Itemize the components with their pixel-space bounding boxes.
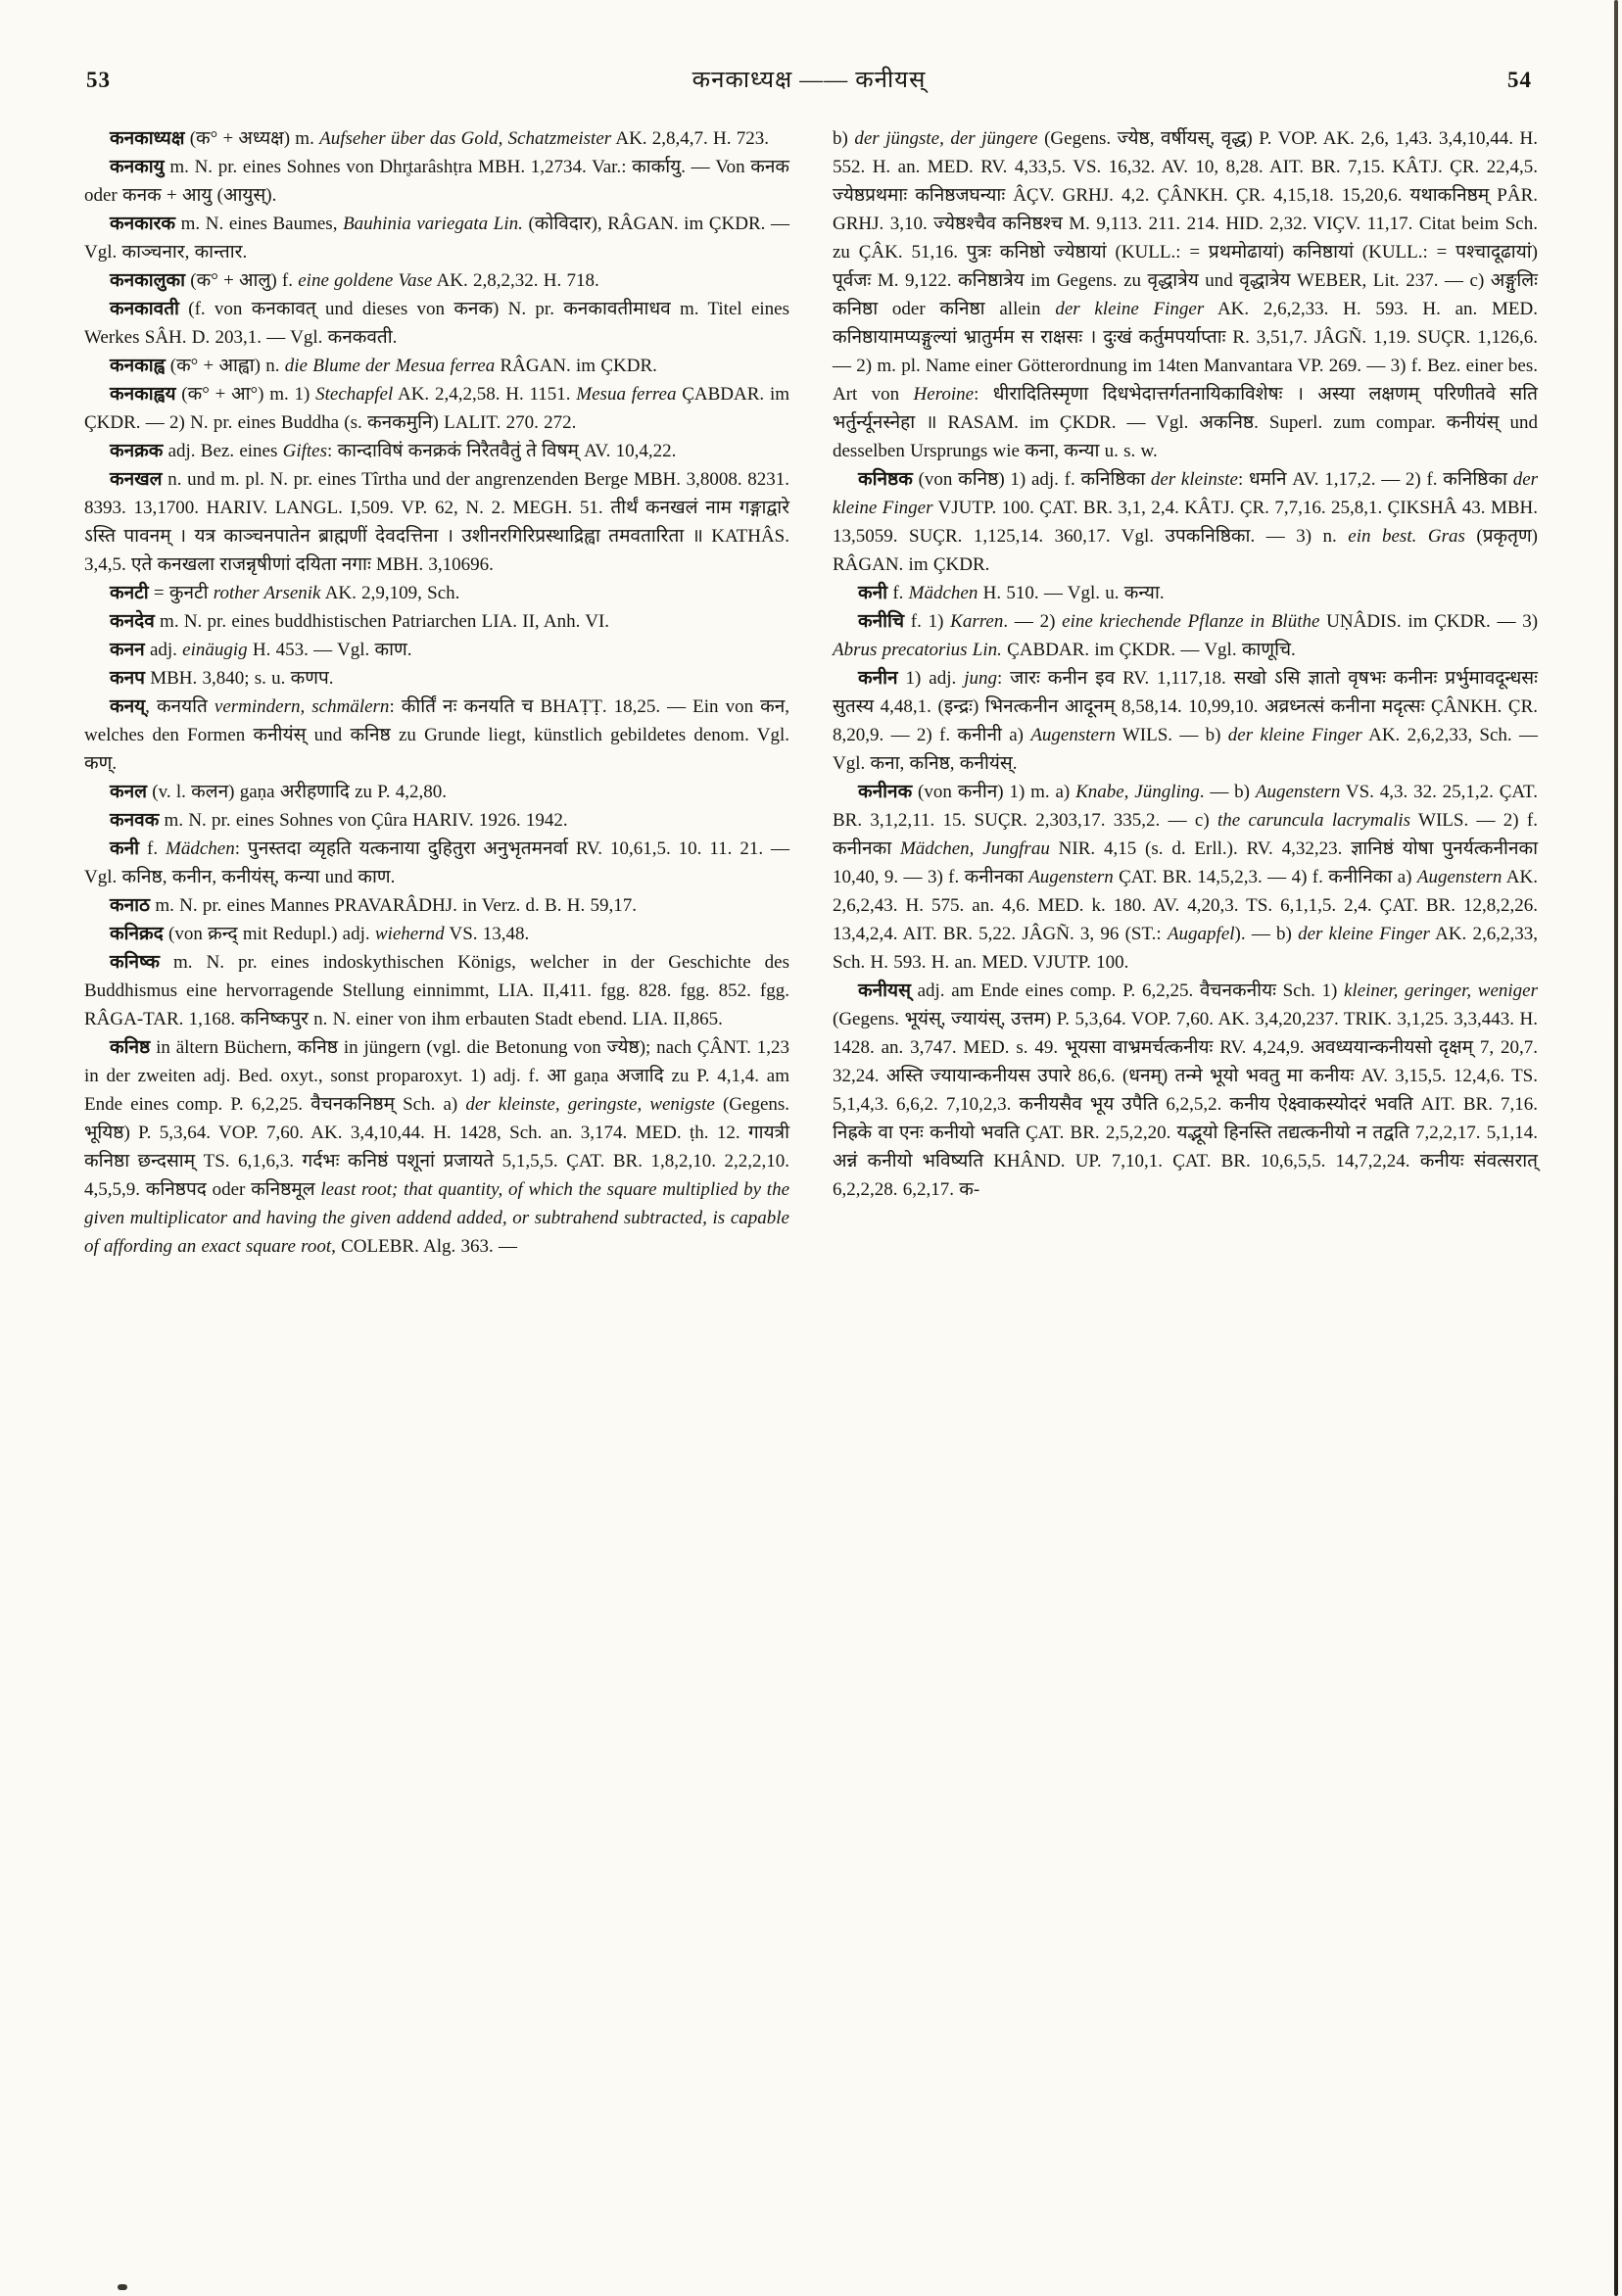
left-column: [84, 124, 789, 1261]
gloss-italic: Giftes: [282, 441, 328, 461]
dictionary-entry: कनाठ m. N. pr. eines Mannes PRAVARÂDHJ. in Verz. d. B. H. 59,17.: [110, 895, 637, 916]
entry-headword: कनिष्ठक: [858, 469, 913, 490]
entry-headword: कनकावती: [110, 299, 179, 319]
gloss-italic: der kleine Finger: [833, 469, 1539, 518]
gloss-italic: least root; that quantity, of which the square multiplied by the given multiplicator and having the given addend added, or subtrahend subtracted, is capable of affording an exact square root,: [84, 1179, 790, 1257]
entry-headword: कनकालुका: [110, 270, 186, 291]
gloss-italic: eine kriechende Pflanze in Blüthe: [1062, 611, 1320, 632]
entry-headword: कनदेव: [110, 611, 155, 632]
gloss-italic: eine goldene Vase: [298, 270, 433, 291]
dictionary-entry: कनवक m. N. pr. eines Sohnes von Çûra HARIV. 1926. 1942.: [110, 810, 568, 831]
gloss-italic: the caruncula lacrymalis: [1216, 810, 1411, 831]
gloss-italic: Knabe, Jüngling: [1075, 782, 1200, 802]
dictionary-entry: कनय्, कनयति vermindern, schmälern: कीर्तिं नः कनयति च BHAṬṬ. 18,25. — Ein von कन, welches den Formen कनीयंस् und कनिष्ठ zu Grunde liegt, künstlich gebildetes denom. Vgl. कण्.: [84, 696, 789, 774]
gloss-italic: ein best. Gras: [1348, 526, 1465, 547]
dictionary-entry: कनकायु m. N. pr. eines Sohnes von Dhr̥tarâshṭra MBH. 1,2734. Var.: कार्कायु. — Von कनक oder कनक + आयु (आयुस्).: [84, 157, 789, 206]
gloss-italic: Bauhinia variegata Lin.: [343, 214, 523, 234]
entry-headword: कनीन: [858, 668, 898, 689]
gloss-italic: Abrus precatorius Lin.: [833, 640, 1002, 660]
gloss-italic: der jüngste, der jüngere: [854, 128, 1038, 149]
gloss-italic: Augenstern: [1255, 782, 1341, 802]
entry-headword: कनकाध्यक्ष: [110, 128, 185, 149]
entry-headword: कनय्: [110, 696, 146, 717]
dictionary-entry: कनी f. Mädchen: पुनस्तदा व्यृहति यत्कनाया दुहितुरा अनुभृतमनर्वा RV. 10,61,5. 10. 11. 21. — Vgl. कनिष्ठ, कनीन, कनीयंस्, कन्या und काण.: [84, 838, 789, 887]
gloss-italic: der kleinste, geringste, wenigste: [465, 1094, 715, 1115]
gloss-italic: Stechapfel: [315, 384, 394, 405]
entry-headword: कनीचि: [858, 611, 905, 632]
gloss-italic: Augenstern: [1030, 725, 1116, 745]
dictionary-entry: कनकालुका (क° + आलु) f. eine goldene Vase AK. 2,8,2,32. H. 718.: [110, 270, 599, 291]
running-title: कनकाध्यक्ष —— कनीयस्: [692, 68, 927, 93]
gloss-italic: der kleine Finger: [1055, 299, 1205, 319]
dictionary-entry: कनिष्ठक (von कनिष्ठ) 1) adj. f. कनिष्ठिका der kleinste: धमनि AV. 1,17,2. — 2) f. कनिष्ठिका der kleine Finger VJUTP. 100. ÇAT. BR. 3,1, 2,4. KÂTJ. ÇR. 7,7,16. 25,8,1. ÇIKSHÂ 43. MBH. 13,5059. SUÇR. 1,125,14. 360,17. Vgl. उपकनिष्ठिका. — 3) n. ein best. Gras (प्रकृतृण) RÂGAN. im ÇKDR.: [833, 469, 1539, 575]
gloss-italic: der kleinste: [1150, 469, 1238, 490]
gloss-italic: Heroine: [913, 384, 975, 405]
entry-headword: कनटी: [110, 583, 149, 603]
entry-headword: कनीनक: [858, 782, 913, 802]
dictionary-entry: कनदेव m. N. pr. eines buddhistischen Patriarchen LIA. II, Anh. VI.: [110, 611, 610, 632]
gloss-italic: Aufseher über das Gold, Schatzmeister: [319, 128, 612, 149]
entry-headword: कनन: [110, 640, 145, 660]
page-number-left: 53: [86, 68, 111, 92]
dictionary-entry: कनिष्क m. N. pr. eines indoskythischen Königs, welcher in der Geschichte des Buddhismus eine hervorragende Stellung einnimmt, LIA. II,411. fgg. 828. fgg. 852. fgg. RÂGA-TAR. 1,168. कनिष्कपुर n. N. einer von ihm erbauten Stadt ebend. LIA. II,865.: [84, 952, 789, 1029]
entry-headword: कनकारक: [110, 214, 176, 234]
dictionary-entry: कनकारक m. N. eines Baumes, Bauhinia variegata Lin. (कोविदार), RÂGAN. im ÇKDR. — Vgl. काञ्चनार, कान्तार.: [84, 214, 789, 263]
entry-headword: कनकाह्वय: [110, 384, 176, 405]
scan-spot-artifact: [118, 2284, 127, 2290]
gloss-italic: Karren: [950, 611, 1004, 632]
entry-headword: कनाठ: [110, 895, 151, 916]
dictionary-entry: कनकाह्व (क° + आह्वा) n. die Blume der Mesua ferrea RÂGAN. im ÇKDR.: [110, 356, 657, 376]
gloss-italic: Mädchen: [908, 583, 978, 603]
gloss-italic: Augenstern: [1416, 867, 1503, 887]
gloss-italic: der kleine Finger: [1227, 725, 1362, 745]
dictionary-entry: b) der jüngste, der jüngere (Gegens. ज्येष्ठ, वर्षीयस्, वृद्ध) P. VOP. AK. 2,6, 1,43. 3,4,10,44. H. 552. H. an. MED. RV. 4,33,5. VS. 16,32. AV. 10, 8,28. AIT. BR. 7,15. KÂTJ. ÇR. 22,4,5. ज्येष्ठप्रथमाः कनिष्ठजघन्याः ÂÇV. GRHJ. 4,2. ÇÂNKH. ÇR. 4,15,18. 15,20,6. यथाकनिष्ठम् PÂR. GRHJ. 3,10. ज्येष्ठश्चैव कनिष्ठश्च M. 9,113. 211. 214. HID. 2,32. VIÇV. 11,17. Citat beim Sch. zu ÇÂK. 51,16. पुत्रः कनिष्ठो ज्येष्ठायां (KULL.: = प्रथमोढायां) कनिष्ठायां (KULL.: = पश्चादूढायां) पूर्वजः M. 9,122. कनिष्ठात्रेय im Gegens. zu वृद्धात्रेय und वृद्धात्रेय WEBER, Lit. 237. — c) अङ्गुलिः कनिष्ठा oder कनिष्ठा allein der kleine Finger AK. 2,6,2,33. H. 593. H. an. MED. कनिष्ठायामप्यङ्गुल्यां भ्रातुर्मम स राक्षसः । दुःखं कर्तुमपर्याप्ताः R. 3,51,7. JÂGÑ. 1,19. SUÇR. 1,126,6. — 2) m. pl. Name einer Götterordnung im 14ten Manvantara VP. 269. — 3) f. Bez. einer bes. Art von Heroine: धीरादितिस्मृणा दिधभेदात्तर्गतनायिकाविशेषः । अस्या लक्षणम् परिणीतवे सति भर्तुर्न्यूनस्नेहा ॥ RASAM. im ÇKDR. — Vgl. अकनिष्ठ. Superl. zum compar. कनीयंस् und desselben Ursprungs wie कना, कन्या u. s. w.: [833, 128, 1539, 461]
gloss-italic: rother Arsenik: [213, 583, 321, 603]
dictionary-entry: कनी f. Mädchen H. 510. — Vgl. u. कन्या.: [858, 583, 1165, 603]
entry-headword: कनी: [858, 583, 888, 603]
page-header: [0, 0, 1622, 95]
right-column: [833, 124, 1538, 1204]
scan-edge-artifact: [1614, 0, 1618, 2296]
entry-headword: कनप: [110, 668, 145, 689]
gloss-italic: jung: [964, 668, 997, 689]
dictionary-entry: कनीन 1) adj. jung: जारः कनीन इव RV. 1,117,18. सखो ऽसि ज्ञातो वृषभः कनीनः प्रर्भुमावदून्धसः सुतस्य 4,48,1. (इन्द्रः) भिनत्कनीन आदूनम् 8,58,14. 10,99,10. अव्रध्नत्सं कनीना मदृत्सः ÇÂNKH. ÇR. 8,20,9. — 2) f. कनीनी a) Augenstern WILS. — b) der kleine Finger AK. 2,6,2,33, Sch. — Vgl. कना, कनिष्ठ, कनीयंस्.: [833, 668, 1538, 774]
gloss-italic: Mädchen: [166, 838, 235, 859]
dictionary-entry: कनिष्ठ in ältern Büchern, कनिष्ठ in jüngern (vgl. die Betonung von ज्येष्ठ); nach ÇÂNT. 1,23 in der zweiten adj. Bed. oxyt., sonst proparoxyt. 1) adj. f. आ gaṇa अजादि zu P. 4,1,4. am Ende eines comp. P. 6,2,25. वैचनकनिष्ठम् Sch. a) der kleinste, geringste, wenigste (Gegens. भूयिष्ठ) P. 5,3,64. VOP. 7,60. AK. 3,4,10,44. H. 1428, Sch. an. 3,174. MED. ṭh. 12. गायत्री कनिष्ठा छन्दसाम् TS. 6,1,6,3. गर्दभः कनिष्ठं पशूनां प्रजायते 5,1,5,5. ÇAT. BR. 1,8,2,10. 2,2,2,10. 4,5,5,9. कनिष्ठपद oder कनिष्ठमूल least root; that quantity, of which the square multiplied by the given multiplicator and having the given addend added, or subtrahend subtracted, is capable of affording an exact square root, COLEBR. Alg. 363. —: [84, 1037, 790, 1257]
entry-headword: कनीयस्: [858, 981, 911, 1001]
dictionary-entry: कनिक्रद (von क्रन्द् mit Redupl.) adj. wiehernd VS. 13,48.: [110, 924, 530, 944]
dictionary-entry: कनटी = कुनटी rother Arsenik AK. 2,9,109, Sch.: [110, 583, 460, 603]
dictionary-entry: कनकाह्वय (क° + आ°) m. 1) Stechapfel AK. 2,4,2,58. H. 1151. Mesua ferrea ÇABDAR. im ÇKDR. — 2) N. pr. eines Buddha (s. कनकमुनि) LALIT. 270. 272.: [84, 384, 790, 433]
text-columns: [0, 95, 1622, 1261]
gloss-italic: Augapfel: [1167, 924, 1235, 944]
gloss-italic: die Blume der Mesua ferrea: [284, 356, 496, 376]
gloss-italic: wiehernd: [374, 924, 445, 944]
dictionary-entry: कनीनक (von कनीन) 1) m. a) Knabe, Jüngling. — b) Augenstern VS. 4,3. 32. 25,1,2. ÇAT. BR. 3,1,2,11. 15. SUÇR. 2,303,17. 335,2. — c) the caruncula lacrymalis WILS. — 2) f. कनीनका Mädchen, Jungfrau NIR. 4,15 (s. d. Erll.). RV. 4,32,23. ज्ञानिष्ठं योषा पुनर्यत्कनीनका 10,40, 9. — 3) f. कनीनका Augenstern ÇAT. BR. 14,5,2,3. — 4) f. कनीनिका a) Augenstern AK. 2,6,2,43. H. 575. an. 4,6. MED. k. 180. AV. 4,20,3. TS. 6,1,1,5. 2,4. ÇAT. BR. 12,8,2,26. 13,4,2,4. AIT. BR. 5,22. JÂGÑ. 3, 96 (ST.: Augapfel). — b) der kleine Finger AK. 2,6,2,33, Sch. H. 593. H. an. MED. VJUTP. 100.: [833, 782, 1539, 973]
entry-headword: कनिष्ठ: [110, 1037, 151, 1058]
dictionary-entry: कनकावती (f. von कनकावत् und dieses von कनक) N. pr. कनकावतीमाधव m. Titel eines Werkes SÂH. D. 203,1. — Vgl. कनकवती.: [84, 299, 789, 348]
gloss-italic: Mädchen, Jungfrau: [899, 838, 1050, 859]
page-number-right: 54: [1506, 68, 1532, 92]
entry-headword: कनिष्क: [110, 952, 160, 973]
dictionary-entry: कनन adj. einäugig H. 453. — Vgl. काण.: [110, 640, 412, 660]
gloss-italic: der kleine Finger: [1298, 924, 1430, 944]
dictionary-entry: कनखल n. und m. pl. N. pr. eines Tîrtha und der angrenzenden Berge MBH. 3,8008. 8231. 8393. 13,1700. HARIV. LANGL. I,509. VP. 62, N. 2. MEGH. 51. तीर्थं कनखलं नाम गङ्गाद्वारे ऽस्ति पावनम् । यत्र काञ्चनपातेन ब्राह्मणीं देवदत्तिना । उशीनरगिरिप्रस्थाद्रिह्वा तमवतारिता ॥ KATHÂS. 3,4,5. एते कनखला राजन्नृषीणां दयिता नगाः MBH. 3,10696.: [84, 469, 789, 575]
entry-headword: कनल: [110, 782, 148, 802]
gloss-italic: vermindern, schmälern: [214, 696, 390, 717]
dictionary-entry: कनक्रक adj. Bez. eines Giftes: कान्दाविषं कनक्रकं निरैतवैतुं ते विषम् AV. 10,4,22.: [110, 441, 677, 461]
dictionary-entry: कनकाध्यक्ष (क° + अध्यक्ष) m. Aufseher über das Gold, Schatzmeister AK. 2,8,4,7. H. 723.: [110, 128, 770, 149]
entry-headword: कनक्रक: [110, 441, 164, 461]
gloss-italic: Mesua ferrea: [576, 384, 677, 405]
entry-headword: कनकायु: [110, 157, 165, 177]
dictionary-entry: कनप MBH. 3,840; s. u. कणप.: [110, 668, 334, 689]
entry-headword: कनखल: [110, 469, 163, 490]
entry-headword: कनकाह्व: [110, 356, 166, 376]
gloss-italic: Augenstern: [1028, 867, 1114, 887]
entry-headword: कनी: [110, 838, 140, 859]
dictionary-entry: कनीयस् adj. am Ende eines comp. P. 6,2,25. वैचनकनीयः Sch. 1) kleiner, geringer, weniger (Gegens. भूयंस्, ज्यायंस्, उत्तम) P. 5,3,64. VOP. 7,60. AK. 3,4,20,237. TRIK. 3,1,25. 3,3,443. H. 1428. an. 3,747. MED. s. 49. भूयसा वाभ्रमर्चत्कनीयः RV. 4,24,9. अवध्ययान्कनीयसो दृक्षम् 7, 20,7. 32,24. अस्ति ज्यायान्कनीयस उपारे 86,6. (धनम्) तन्मे भूयो भवतु मा कनीयः AV. 3,15,5. 12,4,6. TS. 5,1,4,3. 6,6,2. 7,10,2,3. कनीयसैव भूय उपैति 6,2,5,2. कनीय ऐक्ष्वाकस्योदरं भवति AIT. BR. 7,16. निह्रके वा एनः कनीयो भवति ÇAT. BR. 2,5,2,20. यद्भूयो हिनस्ति तद्यत्कनीयो न तद्वति 7,2,2,17. 5,1,14. अन्नं कनीयो भविष्यति KHÂND. UP. 7,10,1. ÇAT. BR. 10,6,5,5. 14,7,2,24. कनीयः संवत्सरात् 6,2,2,28. 6,2,17. क-: [833, 981, 1538, 1200]
dictionary-entry: कनीचि f. 1) Karren. — 2) eine kriechende Pflanze in Blüthe UṆÂDIS. im ÇKDR. — 3) Abrus precatorius Lin. ÇABDAR. im ÇKDR. — Vgl. काणूचि.: [833, 611, 1539, 660]
entry-headword: कनिक्रद: [110, 924, 164, 944]
gloss-italic: einäugig: [182, 640, 248, 660]
gloss-italic: kleiner, geringer, weniger: [1344, 981, 1538, 1001]
dictionary-entry: कनल (v. l. कलन) gaṇa अरीहणादि zu P. 4,2,80.: [110, 782, 447, 802]
entry-headword: कनवक: [110, 810, 160, 831]
